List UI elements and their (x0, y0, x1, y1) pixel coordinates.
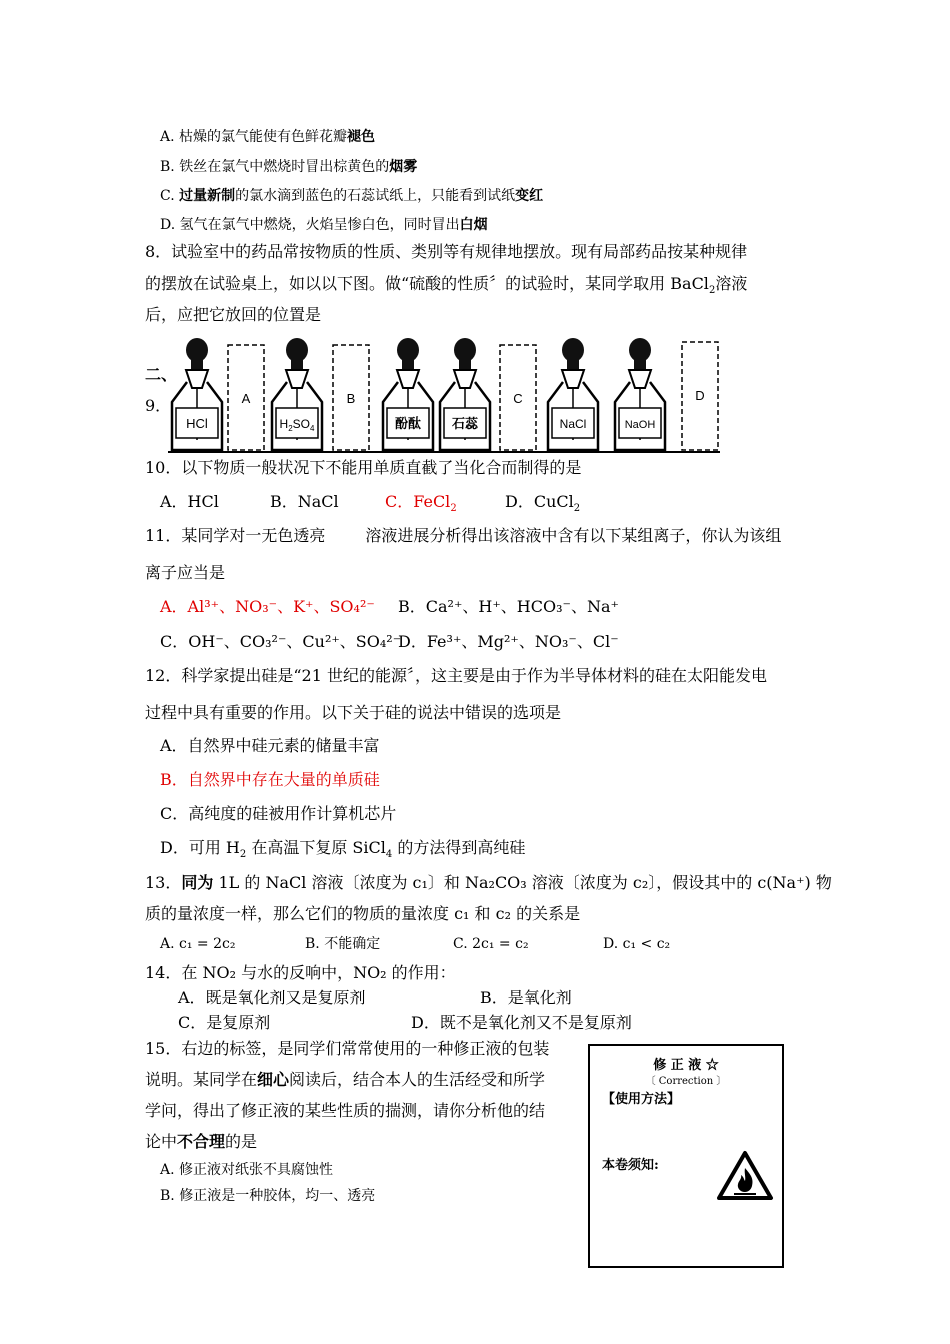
q13-option-c: C. 2c₁ = c₂ (453, 936, 529, 952)
q12-option-c: C．高纯度的硅被用作计算机芯片 (160, 804, 397, 823)
q12-option-b: B．自然界中存在大量的单质硅 (160, 770, 380, 789)
q12-option-d: D．可用 $H_2$ 在高温下复原 SiCl$_4$ 的方法得到高纯硅 (160, 838, 526, 861)
q12-stem-2: 过程中具有重要的作用。以下关于硅的说法中错误的选项是 (145, 703, 562, 722)
bottle-label-phenolphthalein: 酚酞 (394, 416, 422, 431)
q7-option-a: A. 枯燥的氯气能使有色鲜花瓣褪色 (160, 129, 376, 145)
q10-option-c: C．FeCl$_2$ (385, 492, 457, 515)
label-usage-heading: 【使用方法】 (602, 1092, 681, 1107)
q14-option-d: D．既不是氧化剂又不是复原剂 (411, 1013, 632, 1032)
q11-option-b: B．Ca²⁺、H⁺、HCO₃⁻、Na⁺ (398, 597, 619, 616)
q10-stem: 10．以下物质一般状况下不能用单质直截了当化合而制得的是 (145, 458, 582, 477)
q15-line-2: 说明。某同学在细心阅读后，结合本人的生活经受和所学 (145, 1070, 546, 1089)
q7-option-c: C. 过量新制的氯水滴到蓝色的石蕊试纸上，只能看到试纸变红 (160, 188, 544, 204)
q13-options (160, 934, 670, 954)
slot-a (228, 345, 264, 450)
q13-option-a: A. c₁ = 2c₂ (160, 936, 236, 952)
bottle-label-hcl: HCl (186, 416, 208, 431)
label-title: 修 正 液 ☆ (653, 1058, 719, 1073)
bottle-label-nacl: NaCl (559, 417, 587, 431)
q9-number: 9． (145, 396, 172, 415)
q11-stem-1: 11．某同学对一无色透亮 溶液进展分析得出该溶液中含有以下某组离子，你认为该组 (145, 526, 782, 545)
q7-option-b: B. 铁丝在氯气中燃烧时冒出棕黄色的烟雾 (160, 159, 418, 175)
correction-fluid-label (588, 1044, 784, 1268)
slot-label-c: C (513, 391, 523, 406)
q14-stem: 14．在 NO₂ 与水的反响中，NO₂ 的作用： (145, 963, 456, 982)
slot-c (500, 345, 536, 450)
q15-line-3: 学问，得出了修正液的某些性质的揣测，请你分析他的结 (145, 1101, 546, 1120)
bottle-phenolphthalein (383, 338, 433, 450)
q14-options-ab (178, 988, 572, 1008)
label-notice-heading: 本卷须知: (602, 1158, 659, 1173)
q11-option-d: D．Fe³⁺、Mg²⁺、NO₃⁻、Cl⁻ (398, 632, 619, 651)
flammable-hazard-icon (716, 1150, 774, 1202)
slot-label-b: B (346, 391, 356, 406)
q11-options-ab (160, 597, 619, 617)
q8-line-1: 8．试验室中的药品常按物质的性质、类别等有规律地摆放。现有局部药品按某种规律 (145, 242, 748, 261)
q10-option-a: A．HCl (160, 492, 219, 511)
q11-stem-2: 离子应当是 (145, 563, 226, 582)
bottle-label-h2so4: $H_2SO_4$ (279, 417, 315, 433)
label-subtitle: 〔 Correction 〕 (645, 1076, 727, 1087)
q13-option-d: D. c₁ < c₂ (603, 936, 671, 952)
q11-option-c: C．OH⁻、CO₃²⁻、Cu²⁺、SO₄²⁻ (160, 632, 402, 651)
q14-option-c: C．是复原剂 (178, 1013, 271, 1032)
bottle-label-litmus: 石蕊 (451, 416, 479, 431)
q13-stem-2: 质的量浓度一样，那么它们的物质的量浓度 c₁ 和 c₂ 的关系是 (145, 904, 581, 923)
q15-option-a: A. 修正液对纸张不具腐蚀性 (160, 1162, 334, 1178)
q12-stem-1: 12．科学家提出硅是“21 世纪的能源〞，这主要是由于作为半导体材料的硅在太阳能发电 (145, 666, 767, 685)
q10-options (160, 492, 581, 515)
q10-option-b: B．NaCl (270, 492, 339, 511)
q15-line-4: 论中不合理的是 (145, 1132, 258, 1151)
bottle-hcl (172, 338, 222, 450)
section-mark: 二、 (145, 365, 178, 384)
q12-option-a: A．自然界中硅元素的储量丰富 (160, 736, 380, 755)
q13-option-b: B. 不能确定 (305, 936, 381, 952)
q11-options-cd (160, 632, 619, 652)
bottle-naoh (615, 338, 665, 450)
bottle-label-naoh: NaOH (624, 419, 656, 431)
reagent-bottles-figure (160, 330, 730, 455)
slot-d (682, 342, 718, 450)
bottle-nacl (548, 338, 598, 450)
q7-option-d: D. 氢气在氯气中燃烧，火焰呈惨白色，同时冒出白烟 (160, 217, 488, 233)
q8-line-2: 的摆放在试验桌上，如以以下图。做“硫酸的性质〞的试验时，某同学取用 BaCl$_2$溶液 (145, 274, 748, 297)
q15-line-1: 15．右边的标签，是同学们常常使用的一种修正液的包装 (145, 1039, 550, 1058)
bottle-litmus (440, 338, 490, 450)
q14-option-b: B．是氧化剂 (480, 988, 572, 1007)
slot-label-a: A (241, 391, 251, 406)
slot-label-d: D (695, 388, 705, 403)
q11-option-a: A．Al³⁺、NO₃⁻、K⁺、SO₄²⁻ (160, 597, 375, 616)
q8-line-3: 后，应把它放回的位置是 (145, 305, 322, 324)
slot-b (333, 345, 369, 450)
q14-options-cd (178, 1013, 632, 1033)
q14-option-a: A．既是氧化剂又是复原剂 (178, 988, 366, 1007)
q13-stem-1: 13．同为 1L 的 NaCl 溶液〔浓度为 c₁〕和 Na₂CO₃ 溶液〔浓度为 c₂〕，假设其中的 c(Na⁺) 物 (145, 873, 832, 892)
q10-option-d: D．CuCl$_2$ (505, 492, 581, 515)
q15-option-b: B. 修正液是一种胶体，均一、透亮 (160, 1188, 376, 1204)
bottle-h2so4 (272, 338, 322, 450)
